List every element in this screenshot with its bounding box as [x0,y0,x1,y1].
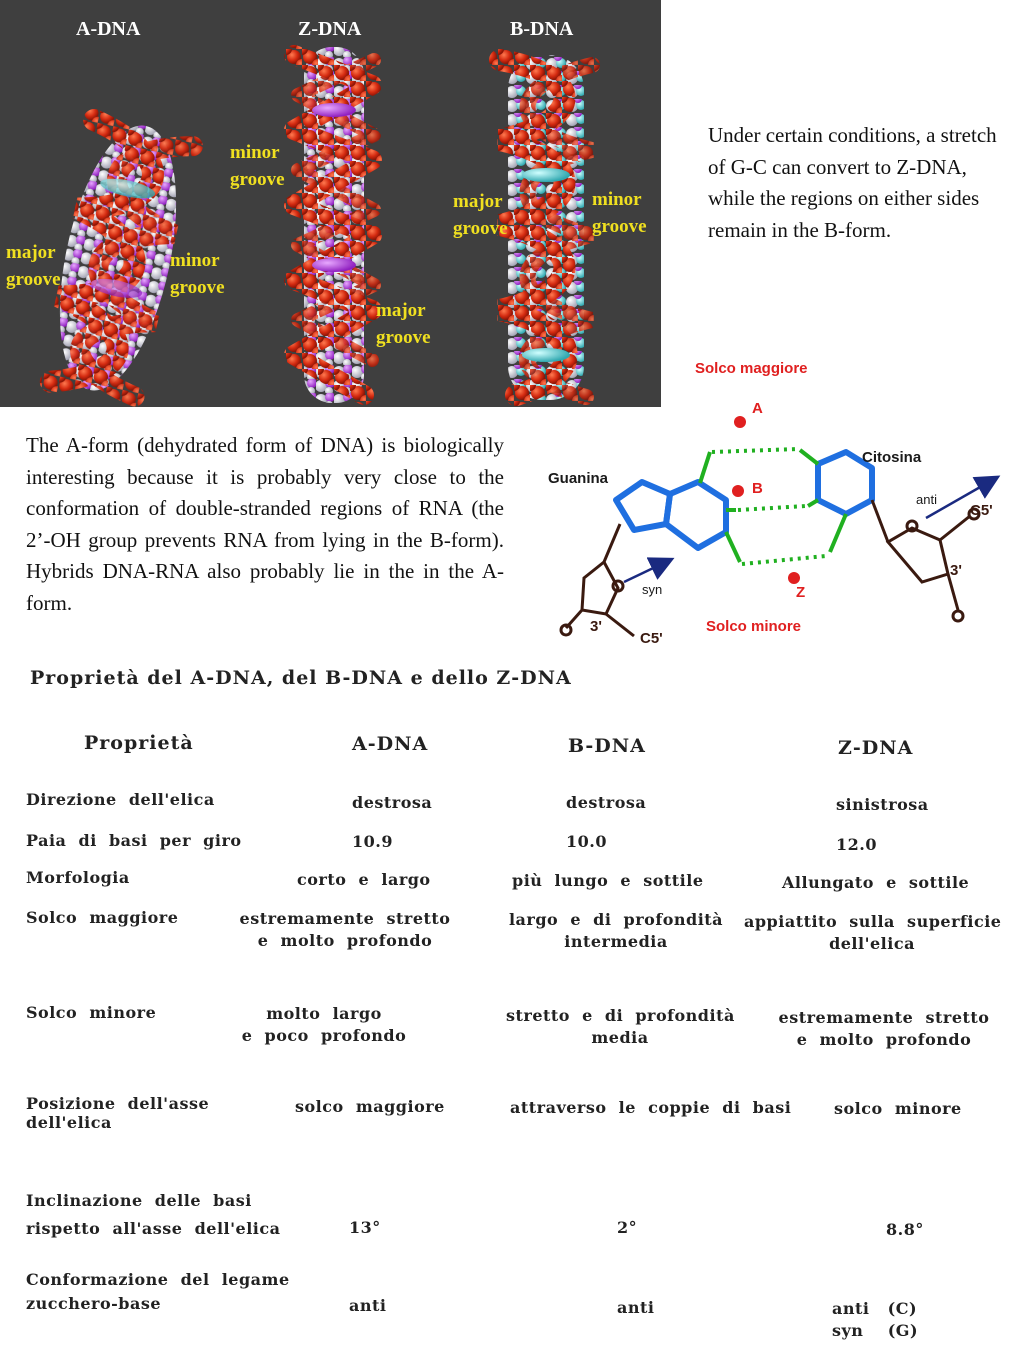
dna-helix-panel [0,0,661,407]
z-dna-title: Z-DNA [298,18,362,40]
row-b-value: più lungo e sottile [512,871,704,890]
row-b-value: destrosa [566,793,647,812]
row-b-value: stretto e di profondità media [506,1006,735,1047]
row-z-value: solco minore [834,1099,962,1118]
row-property: Inclinazione delle basi rispetto all'asse dell'elica [26,1191,281,1238]
row-z-value: Allungato e sottile [782,873,970,892]
header-z-dna: Z-DNA [838,737,914,759]
row-a-value: solco maggiore [295,1097,445,1116]
b-dna-minor-groove-label: minor groove [592,189,647,237]
row-z-value: 8.8° [886,1220,924,1239]
anti-label: anti [916,492,937,507]
row-b-value: largo e di profondità intermedia [508,910,724,951]
z-dna-major-groove-label: major groove [376,300,431,348]
row-b-value: 2° [617,1218,638,1237]
row-property: Posizione dell'asse dell'elica [26,1094,210,1132]
a-dna-title: A-DNA [76,18,141,40]
row-z-value: 12.0 [836,835,877,854]
row-property: Direzione dell'elica [26,790,215,809]
row-b-value: 10.0 [566,832,607,851]
c3-left-label: 3' [590,618,602,635]
row-a-value: anti [349,1296,387,1315]
row-z-value: sinistrosa [836,795,929,814]
syn-label: syn [642,582,663,597]
z-dna-helix [294,47,374,403]
solco-maggiore-label: Solco maggiore [695,360,808,377]
row-property: Conformazione del legame zucchero-base [26,1270,290,1313]
table-title: Proprietà del A-DNA, del B-DNA e dello Z-DNA [30,667,572,689]
point-a-label: A [752,400,763,417]
b-dna-major-groove-label: major groove [453,191,508,239]
b-dna-title: B-DNA [510,18,574,40]
c3-right-label: 3' [950,562,962,579]
row-a-value: 10.9 [352,832,393,851]
citosina-label: Citosina [862,449,922,466]
a-dna-minor-groove-label: minor groove [170,250,225,298]
header-a-dna: A-DNA [352,733,429,755]
dna-helix-illustration [0,0,661,407]
row-a-value: estremamente stretto e molto profondo [239,909,451,950]
base-pair-diagram [530,352,1014,648]
point-z-label: Z [796,584,806,601]
b-dna-helix [500,55,592,400]
row-property: Solco minore [26,1003,157,1022]
a-dna-major-groove-label: major groove [6,242,61,290]
row-property: Morfologia [26,868,130,887]
zdna-conversion-note: Under certain conditions, a stretch of G-C can convert to Z-DNA, while the regions on either sides remain in the B-form. [708,123,997,242]
row-a-value: molto largo e poco profondo [241,1004,407,1045]
row-z-value: estremamente stretto e molto profondo [778,1008,990,1049]
row-a-value: destrosa [352,793,433,812]
solco-minore-label: Solco minore [706,618,802,635]
row-z-value: anti (C) syn (G) [832,1299,919,1340]
header-b-dna: B-DNA [568,735,646,757]
row-b-value: anti [617,1298,655,1317]
aform-description: The A-form (dehydrated form of DNA) is biologically interesting because it is probably very close to the conformation of double-stranded regions of RNA (the 2’-OH group prevents RNA from lying in the B-form). Hybrids DNA-RNA also probably lie in the in the A-form. [26,433,504,615]
row-property: Paia di basi per giro [26,831,242,850]
z-dna-minor-groove-label: minor groove [230,142,285,190]
row-z-value: appiattito sulla superficie dell'elica [744,912,1002,953]
point-b-label: B [752,480,763,497]
row-a-value: corto e largo [297,870,431,889]
row-b-value: attraverso le coppie di basi [510,1098,792,1117]
header-property: Proprietà [84,732,194,754]
c5-left-label: C5' [640,630,663,647]
guanine-cytosine-structure [530,352,1014,648]
c5-right-label: C5' [970,502,993,519]
row-property: Solco maggiore [26,908,179,927]
row-a-value: 13° [349,1218,381,1237]
guanina-label: Guanina [548,470,609,487]
